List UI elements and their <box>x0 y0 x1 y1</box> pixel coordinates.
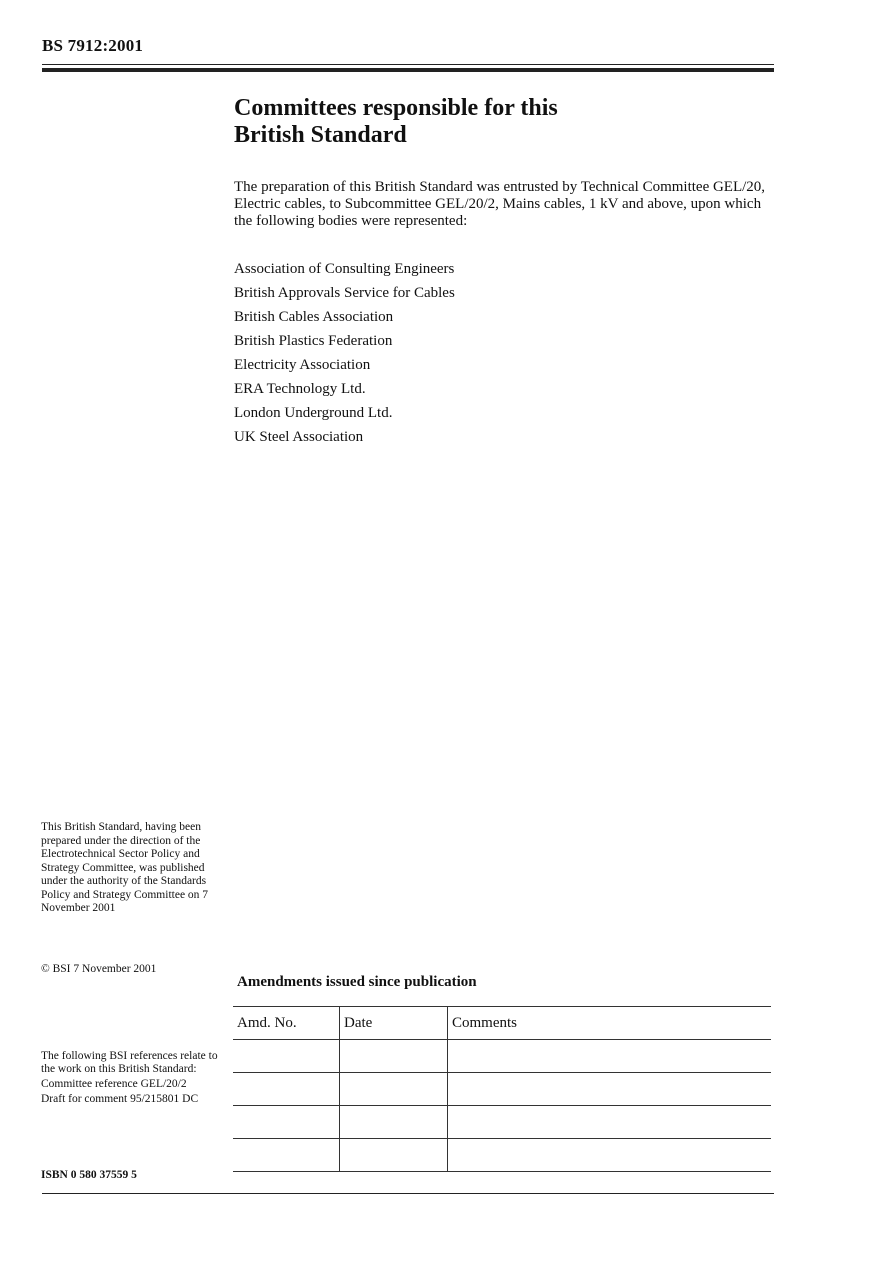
references-intro: The following BSI references relate to the work on this British Standard: <box>41 1050 218 1075</box>
table-cell <box>340 1040 448 1073</box>
column-header-date: Date <box>340 1007 448 1040</box>
table-cell <box>448 1040 772 1073</box>
header-rule-thick <box>42 68 774 72</box>
amendments-table <box>233 1006 771 1172</box>
isbn: ISBN 0 580 37559 5 <box>41 1169 137 1181</box>
amendments-heading: Amendments issued since publication <box>237 974 477 990</box>
represented-bodies-list <box>234 260 455 452</box>
table-row <box>233 1073 771 1106</box>
page-title <box>234 95 794 149</box>
bsi-references <box>41 1050 231 1106</box>
table-cell <box>448 1073 772 1106</box>
column-header-amd-no: Amd. No. <box>233 1007 340 1040</box>
page-title-line1: Committees responsible for this <box>234 95 558 121</box>
list-item: British Cables Association <box>234 309 394 325</box>
table-cell <box>233 1040 340 1073</box>
list-item: London Underground Ltd. <box>234 405 393 421</box>
table-cell <box>340 1073 448 1106</box>
table-cell <box>448 1106 772 1139</box>
table-cell <box>233 1073 340 1106</box>
table-row <box>233 1139 771 1172</box>
table-header-row <box>233 1007 771 1040</box>
table-row <box>233 1106 771 1139</box>
table-cell <box>340 1139 448 1172</box>
footer-rule <box>42 1193 774 1194</box>
table-row <box>233 1040 771 1073</box>
list-item: British Approvals Service for Cables <box>234 285 455 301</box>
list-item: Electricity Association <box>234 357 371 373</box>
table-cell <box>233 1106 340 1139</box>
list-item: UK Steel Association <box>234 429 364 445</box>
standard-number: BS 7912:2001 <box>42 36 144 55</box>
column-header-comments: Comments <box>452 1014 518 1031</box>
table-cell <box>340 1106 448 1139</box>
table-cell <box>448 1139 772 1172</box>
header-rule-thin <box>42 64 774 65</box>
list-item: Association of Consulting Engineers <box>234 261 455 277</box>
publication-note: This British Standard, having been prepared under the direction of the Electrotechnical Sector Policy and Strategy Committee, was published under the authority of the Standards Policy and Strategy Committee on 7 November 2001 <box>41 821 209 914</box>
page-title-line2: British Standard <box>234 122 407 148</box>
intro-paragraph: The preparation of this British Standard was entrusted by Technical Committee GEL/20, Electric cables, to Subcommittee GEL/20/2, Mains cables, 1 kV and above, upon which the following bodies were represented: <box>234 179 766 229</box>
table-cell <box>233 1139 340 1172</box>
copyright-notice: © BSI 7 November 2001 <box>41 963 157 975</box>
draft-reference: Draft for comment 95/215801 DC <box>41 1093 199 1105</box>
list-item: ERA Technology Ltd. <box>234 381 366 397</box>
list-item: British Plastics Federation <box>234 333 393 349</box>
committee-reference: Committee reference GEL/20/2 <box>41 1078 187 1090</box>
